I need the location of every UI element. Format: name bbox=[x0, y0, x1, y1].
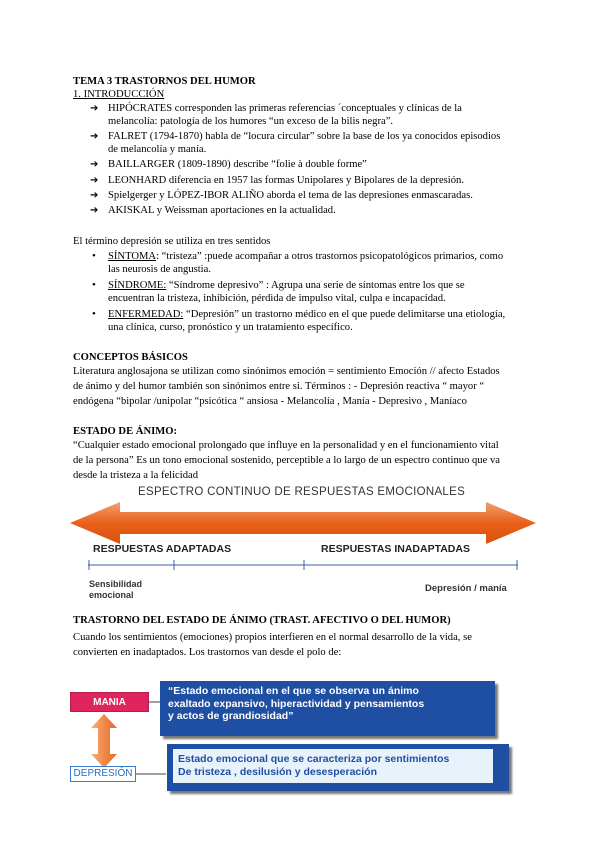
depresion-description-frame bbox=[167, 744, 509, 791]
depresion-description bbox=[173, 749, 493, 783]
mania-desc-line: “Estado emocional en el que se observa un ánimo bbox=[168, 685, 419, 697]
mania-desc-line: y actos de grandiosidad” bbox=[168, 710, 294, 722]
spectrum-low-label-cont: emocional bbox=[89, 590, 134, 600]
conceptos-line: endógena “bipolar /unipolar “psicótica “ ansiosa - Melancolía , Manía - Depresivo , Maníaco bbox=[73, 396, 467, 407]
intro-heading: 1. INTRODUCCIÓN bbox=[73, 89, 165, 100]
spectrum-left-label: RESPUESTAS ADAPTADAS bbox=[93, 543, 232, 555]
title: TEMA 3 TRASTORNOS DEL HUMOR bbox=[73, 76, 256, 87]
spectrum-low-label: Sensibilidad bbox=[89, 579, 143, 589]
depresion-desc-line: Estado emocional que se caracteriza por sentimientos bbox=[178, 753, 450, 765]
spectrum-arrow bbox=[70, 500, 536, 546]
double-vertical-arrow-icon bbox=[90, 714, 118, 768]
sentido-item bbox=[108, 279, 465, 292]
arrow-bullet-icon: ➔ bbox=[90, 175, 99, 186]
arrow-bullet-icon: ➔ bbox=[90, 190, 99, 201]
arrow-bullet-icon: ➔ bbox=[90, 131, 99, 142]
estado-line: de la persona” Es un tono emocional sostenido, perceptible a lo largo de un espectro continuo que va bbox=[73, 455, 500, 466]
estado-line: “Cualquier estado emocional prolongado que influye en la personalidad y en el funcionamiento vital bbox=[73, 440, 499, 451]
sentido-term: SÍNDROME: bbox=[108, 280, 167, 291]
arrow-bullet-icon: ➔ bbox=[90, 205, 99, 216]
intro-item-cont: melancolía: patología de los humores “un exceso de la bilis negra”. bbox=[108, 116, 394, 127]
conceptos-line: Literatura anglosajona se utilizan como sinónimos emoción = sentimiento Emoción // afecto Estados bbox=[73, 366, 500, 377]
estado-heading: ESTADO DE ÁNIMO: bbox=[73, 426, 177, 437]
depresion-intro: El término depresión se utiliza en tres sentidos bbox=[73, 236, 271, 247]
sentido-term: SÍNTOMA bbox=[108, 251, 157, 262]
intro-item: AKISKAL y Weissman aportaciones en la actualidad. bbox=[108, 205, 336, 216]
trastorno-heading: TRASTORNO DEL ESTADO DE ÁNIMO (TRAST. AFECTIVO O DEL HUMOR) bbox=[73, 615, 451, 626]
sentido-text: “Depresión” un trastorno médico en el que puede delimitarse una etiología, bbox=[183, 309, 506, 320]
sentido-term: ENFERMEDAD: bbox=[108, 309, 184, 320]
sentido-item bbox=[108, 308, 505, 321]
spectrum-high-label: Depresión / manía bbox=[425, 583, 507, 594]
intro-item: Spielgerger y LÓPEZ-IBOR ALIÑO aborda el tema de las depresiones enmascaradas. bbox=[108, 190, 473, 201]
spectrum-scale-line bbox=[88, 558, 518, 572]
intro-item: BAILLARGER (1809-1890) describe “folie à double forme” bbox=[108, 159, 367, 170]
mania-description bbox=[160, 681, 495, 736]
depresion-desc-line: De tristeza , desilusión y desesperación bbox=[178, 765, 377, 778]
conceptos-heading: CONCEPTOS BÁSICOS bbox=[73, 352, 188, 363]
conceptos-line: de ánimo y del humor también son sinónimos entre si. Términos : - Depresión reactiva “ mayor “ bbox=[73, 381, 485, 392]
intro-item: HIPÓCRATES corresponden las primeras referencias ´conceptuales y clínicas de la bbox=[108, 103, 462, 114]
spectrum-title: ESPECTRO CONTINUO DE RESPUESTAS EMOCIONALES bbox=[138, 486, 466, 498]
double-arrow-shape bbox=[70, 502, 536, 544]
depresion-label: DEPRESIÓN bbox=[70, 766, 136, 782]
sentido-item-cont: una clínica, curso, pronóstico y un tratamiento específico. bbox=[108, 322, 353, 333]
bullet-icon: • bbox=[92, 279, 96, 291]
intro-item: FALRET (1794-1870) habla de “locura circular” sobre la base de los ya conocidos episodios bbox=[108, 131, 501, 142]
sentido-text: “Síndrome depresivo” : Agrupa una serie de síntomas entre los que se bbox=[166, 280, 465, 291]
intro-item: LEONHARD diferencia en 1957 las formas Unipolares y Bipolares de la depresión. bbox=[108, 175, 464, 186]
mania-desc-line: exaltado expansivo, hiperactividad y pensamientos bbox=[168, 697, 425, 710]
sentido-text: : “tristeza” :puede acompañar a otros trastornos psicopatológicos primarios, como bbox=[156, 251, 504, 262]
sentido-item-cont: encuentran la tristeza, inhibición, pérdida de impulso vital, culpa e incapacidad. bbox=[108, 293, 446, 304]
sentido-item bbox=[108, 250, 503, 263]
estado-line: desde la tristeza a la felicidad bbox=[73, 470, 198, 481]
trastorno-line: Cuando los sentimientos (emociones) propios interfieren en el normal desarrollo de la vida, se bbox=[73, 632, 472, 643]
arrow-bullet-icon: ➔ bbox=[90, 103, 99, 114]
sentido-item-cont: las neurosis de angustia. bbox=[108, 264, 211, 275]
bullet-icon: • bbox=[92, 250, 96, 262]
mania-label: MANIA bbox=[70, 692, 149, 712]
depresion-connector bbox=[136, 769, 166, 779]
bullet-icon: • bbox=[92, 308, 96, 320]
intro-item-cont: de melancolía y manía. bbox=[108, 144, 207, 155]
trastorno-line: convierten en inadaptados. Los trastornos van desde el polo de: bbox=[73, 647, 342, 658]
arrow-bullet-icon: ➔ bbox=[90, 159, 99, 170]
spectrum-right-label: RESPUESTAS INADAPTADAS bbox=[321, 543, 470, 555]
